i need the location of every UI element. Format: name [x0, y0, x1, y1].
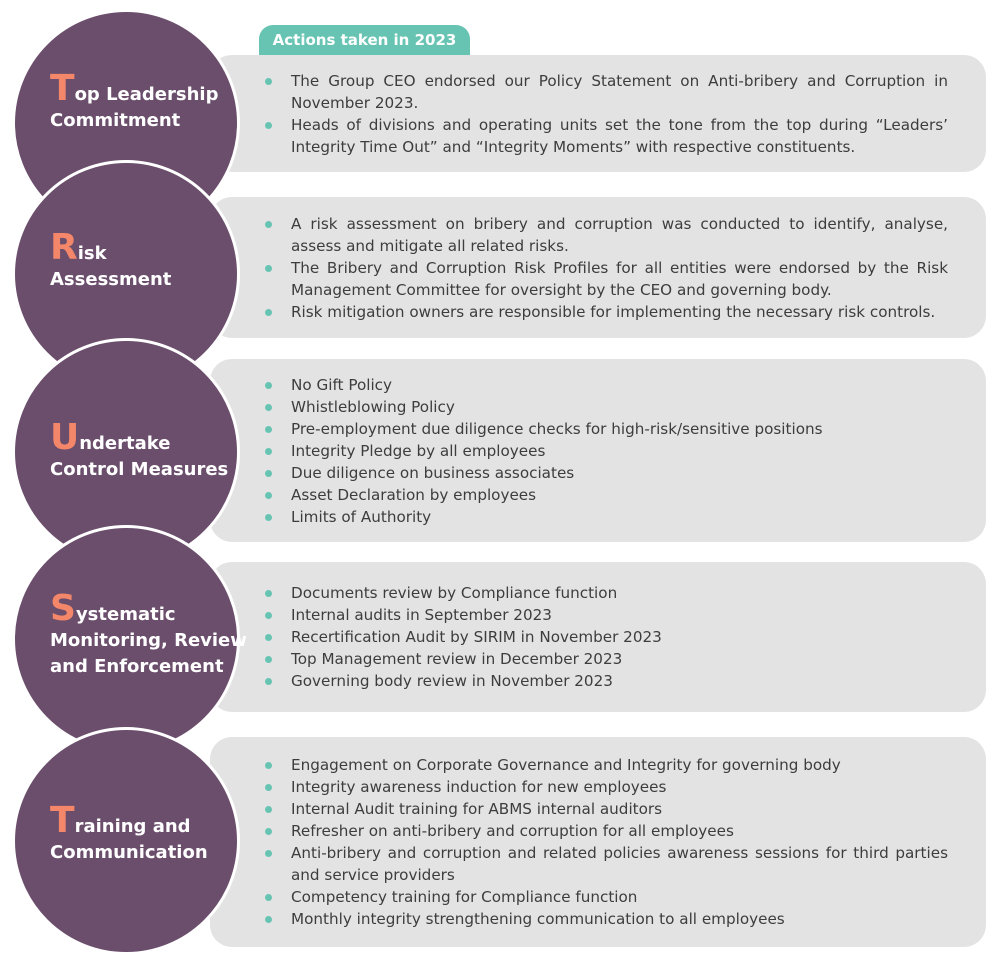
bullet-dot-icon: [265, 806, 272, 813]
bullet-dot-icon: [265, 265, 272, 272]
section-title: Systematic Monitoring, Review and Enforcement: [50, 588, 247, 677]
bullet-dot-icon: [265, 784, 272, 791]
bullet-item: Integrity Pledge by all employees: [265, 440, 948, 462]
bullet-item: Monthly integrity strengthening communication to all employees: [265, 908, 948, 930]
bullet-item: Governing body review in November 2023: [265, 670, 948, 692]
bullet-item: The Group CEO endorsed our Policy Statement on Anti-bribery and Corruption in November 2023.: [265, 70, 948, 114]
section-panel-monitoring: [210, 562, 986, 712]
bullet-item: Integrity awareness induction for new employees: [265, 776, 948, 798]
bullet-dot-icon: [265, 404, 272, 411]
section-circle-monitoring: [12, 525, 247, 753]
bullet-item: Asset Declaration by employees: [265, 484, 948, 506]
bullet-item: Internal audits in September 2023: [265, 604, 948, 626]
bullet-dot-icon: [265, 678, 272, 685]
section-title: Undertake Control Measures: [50, 417, 229, 480]
bullet-dot-icon: [265, 122, 272, 129]
section-panel-risk: [210, 197, 986, 338]
bullet-dot-icon: [265, 828, 272, 835]
section-title: Risk Assessment: [50, 227, 172, 290]
bullet-dot-icon: [265, 656, 272, 663]
bullet-item: Top Management review in December 2023: [265, 648, 948, 670]
bullet-dot-icon: [265, 78, 272, 85]
bullet-item: Internal Audit training for ABMS internal auditors: [265, 798, 948, 820]
bullet-dot-icon: [265, 916, 272, 923]
bullet-item: Risk mitigation owners are responsible for implementing the necessary risk controls.: [265, 301, 948, 323]
bullet-dot-icon: [265, 762, 272, 769]
bullet-dot-icon: [265, 309, 272, 316]
bullet-list: [265, 582, 948, 692]
section-circle-training: [12, 727, 240, 955]
title-initial: R: [50, 227, 78, 268]
actions-badge: Actions taken in 2023: [259, 25, 470, 55]
section-title: Training and Communication: [50, 800, 208, 863]
bullet-dot-icon: [265, 514, 272, 521]
bullet-dot-icon: [265, 894, 272, 901]
bullet-dot-icon: [265, 426, 272, 433]
bullet-list: [265, 213, 948, 323]
bullet-item: Anti-bribery and corruption and related policies awareness sessions for third parties and service providers: [265, 842, 948, 886]
title-initial: T: [50, 800, 75, 841]
bullet-dot-icon: [265, 382, 272, 389]
bullet-item: The Bribery and Corruption Risk Profiles for all entities were endorsed by the Risk Management Committee for oversight by the CEO and governing body.: [265, 257, 948, 301]
bullet-item: A risk assessment on bribery and corruption was conducted to identify, analyse, assess and mitigate all related risks.: [265, 213, 948, 257]
bullet-item: Limits of Authority: [265, 506, 948, 528]
section-panel-training: [210, 737, 986, 947]
bullet-dot-icon: [265, 850, 272, 857]
title-initial: U: [50, 417, 80, 458]
bullet-item: Recertification Audit by SIRIM in November 2023: [265, 626, 948, 648]
bullet-dot-icon: [265, 221, 272, 228]
title-initial: T: [50, 68, 75, 109]
bullet-item: No Gift Policy: [265, 374, 948, 396]
bullet-item: Engagement on Corporate Governance and Integrity for governing body: [265, 754, 948, 776]
section-title: Top Leadership Commitment: [50, 68, 219, 131]
bullet-item: Due diligence on business associates: [265, 462, 948, 484]
bullet-dot-icon: [265, 470, 272, 477]
bullet-list: [265, 754, 948, 930]
bullet-item: Competency training for Compliance function: [265, 886, 948, 908]
bullet-dot-icon: [265, 448, 272, 455]
bullet-item: Pre-employment due diligence checks for high-risk/sensitive positions: [265, 418, 948, 440]
title-initial: S: [50, 588, 76, 629]
bullet-list: [265, 70, 948, 158]
bullet-item: Heads of divisions and operating units set the tone from the top during “Leaders’ Integrity Time Out” and “Integrity Moments” with respective constituents.: [265, 114, 948, 158]
bullet-dot-icon: [265, 492, 272, 499]
bullet-list: [265, 374, 948, 528]
bullet-dot-icon: [265, 612, 272, 619]
section-panel-leadership: [210, 55, 986, 172]
bullet-item: Documents review by Compliance function: [265, 582, 948, 604]
bullet-item: Whistleblowing Policy: [265, 396, 948, 418]
bullet-item: Refresher on anti-bribery and corruption for all employees: [265, 820, 948, 842]
section-panel-controls: [210, 359, 986, 542]
bullet-dot-icon: [265, 590, 272, 597]
bullet-dot-icon: [265, 634, 272, 641]
